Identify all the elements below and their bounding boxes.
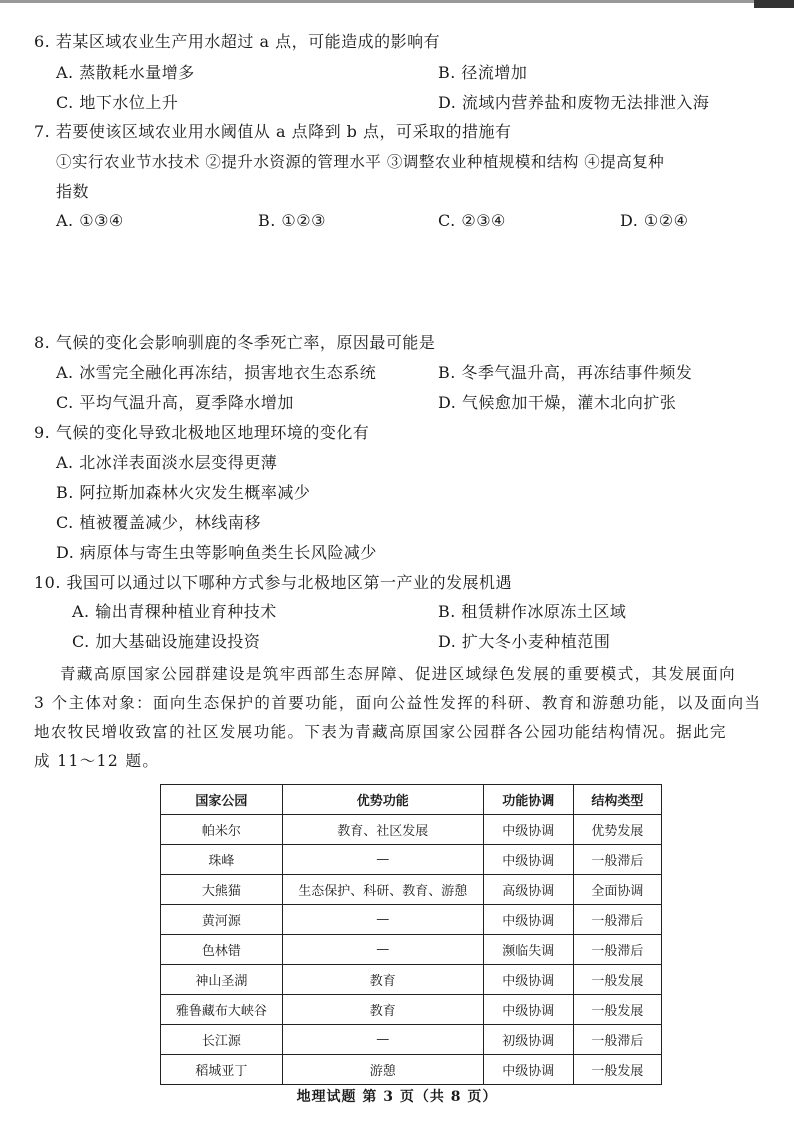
cell-coordination: 中级协调 [483, 965, 573, 995]
table-row [161, 1055, 662, 1085]
cell-structure: 一般发展 [573, 965, 661, 995]
table-header-row [161, 785, 662, 815]
cell-structure: 一般发展 [573, 995, 661, 1025]
q7-measures-line2: 指数 [56, 182, 90, 201]
q10-stem: 10. 我国可以通过以下哪种方式参与北极地区第一产业的发展机遇 [34, 573, 513, 592]
header-coordination: 功能协调 [483, 785, 573, 815]
cell-park: 神山圣湖 [161, 965, 283, 995]
passage2-line4: 成 11～12 题。 [34, 752, 160, 770]
q10-option-a: A. 输出青稞种植业育种技术 [72, 602, 277, 621]
cell-structure: 一般滞后 [573, 935, 661, 965]
q9-option-a: A. 北冰洋表面淡水层变得更薄 [56, 453, 278, 472]
q9-option-d: D. 病原体与寄生虫等影响鱼类生长风险减少 [56, 543, 377, 562]
table-row [161, 935, 662, 965]
cell-advantage: — [282, 905, 483, 935]
cell-park: 长江源 [161, 1025, 283, 1055]
cell-park: 雅鲁藏布大峡谷 [161, 995, 283, 1025]
passage2-line1: 青藏高原国家公园群建设是筑牢西部生态屏障、促进区域绿色发展的重要模式，其发展面向 [60, 665, 737, 683]
q8-option-a: A. 冰雪完全融化再冻结，损害地衣生态系统 [56, 363, 377, 382]
q8-option-d: D. 气候愈加干燥，灌木北向扩张 [438, 393, 677, 412]
cell-structure: 一般滞后 [573, 1025, 661, 1055]
q9-option-c: C. 植被覆盖减少，林线南移 [56, 513, 261, 532]
corner-mark [754, 0, 794, 8]
q10-option-d: D. 扩大冬小麦种植范围 [438, 632, 611, 651]
q6-option-d: D. 流域内营养盐和废物无法排泄入海 [438, 93, 710, 112]
passage2-line3: 地农牧民增收致富的社区发展功能。下表为青藏高原国家公园群各公园功能结构情况。据此完 [34, 723, 727, 741]
cell-advantage: 教育 [282, 965, 483, 995]
cell-park: 稻城亚丁 [161, 1055, 283, 1085]
q8-option-c: C. 平均气温升高，夏季降水增加 [56, 393, 294, 412]
table-row [161, 1025, 662, 1055]
table-row [161, 965, 662, 995]
cell-park: 色林错 [161, 935, 283, 965]
cell-structure: 优势发展 [573, 815, 661, 845]
cell-structure: 一般滞后 [573, 905, 661, 935]
cell-coordination: 中级协调 [483, 995, 573, 1025]
cell-park: 帕米尔 [161, 815, 283, 845]
cell-coordination: 中级协调 [483, 905, 573, 935]
q6-option-c: C. 地下水位上升 [56, 93, 179, 112]
passage2-line2: 3 个主体对象：面向生态保护的首要功能，面向公益性发挥的科研、教育和游憩功能，以及面向当 [34, 694, 762, 712]
table-row [161, 845, 662, 875]
cell-advantage: — [282, 845, 483, 875]
q7-option-c: C. ②③④ [438, 211, 506, 230]
cell-advantage: 生态保护、科研、教育、游憩 [282, 875, 483, 905]
q7-option-d: D. ①②④ [620, 211, 689, 230]
top-edge [0, 0, 794, 3]
q7-measures-line1: ①实行农业节水技术 ②提升水资源的管理水平 ③调整农业种植规模和结构 ④提高复种 [56, 153, 665, 171]
cell-coordination: 中级协调 [483, 845, 573, 875]
table-row [161, 815, 662, 845]
park-function-table [160, 784, 662, 1085]
cell-park: 珠峰 [161, 845, 283, 875]
q7-option-b: B. ①②③ [258, 211, 326, 230]
q6-option-a: A. 蒸散耗水量增多 [56, 63, 195, 82]
cell-coordination: 中级协调 [483, 815, 573, 845]
table-row [161, 905, 662, 935]
q9-option-b: B. 阿拉斯加森林火灾发生概率减少 [56, 483, 311, 502]
cell-advantage: 教育 [282, 995, 483, 1025]
cell-coordination: 初级协调 [483, 1025, 573, 1055]
header-park: 国家公园 [161, 785, 283, 815]
q7-stem: 7. 若要使该区域农业用水阈值从 a 点降到 b 点，可采取的措施有 [34, 122, 512, 141]
q9-stem: 9. 气候的变化导致北极地区地理环境的变化有 [34, 423, 370, 442]
cell-coordination: 高级协调 [483, 875, 573, 905]
cell-park: 大熊猫 [161, 875, 283, 905]
q8-stem: 8. 气候的变化会影响驯鹿的冬季死亡率，原因最可能是 [34, 333, 436, 352]
table-row [161, 875, 662, 905]
cell-advantage: 教育、社区发展 [282, 815, 483, 845]
q6-option-b: B. 径流增加 [438, 63, 528, 82]
q8-option-b: B. 冬季气温升高，再冻结事件频发 [438, 363, 693, 382]
cell-structure: 一般发展 [573, 1055, 661, 1085]
table-row [161, 995, 662, 1025]
cell-structure: 一般滞后 [573, 845, 661, 875]
header-structure: 结构类型 [573, 785, 661, 815]
q6-stem: 6. 若某区域农业生产用水超过 a 点，可能造成的影响有 [34, 32, 441, 51]
q7-option-a: A. ①③④ [56, 211, 124, 230]
cell-structure: 全面协调 [573, 875, 661, 905]
cell-advantage: — [282, 1025, 483, 1055]
q10-option-b: B. 租赁耕作冰原冻土区域 [438, 602, 627, 621]
cell-advantage: — [282, 935, 483, 965]
cell-advantage: 游憩 [282, 1055, 483, 1085]
cell-park: 黄河源 [161, 905, 283, 935]
cell-coordination: 中级协调 [483, 1055, 573, 1085]
q10-option-c: C. 加大基础设施建设投资 [72, 632, 261, 651]
page-footer: 地理试题 第 3 页（共 8 页） [296, 1089, 498, 1105]
cell-coordination: 濒临失调 [483, 935, 573, 965]
header-advantage: 优势功能 [282, 785, 483, 815]
